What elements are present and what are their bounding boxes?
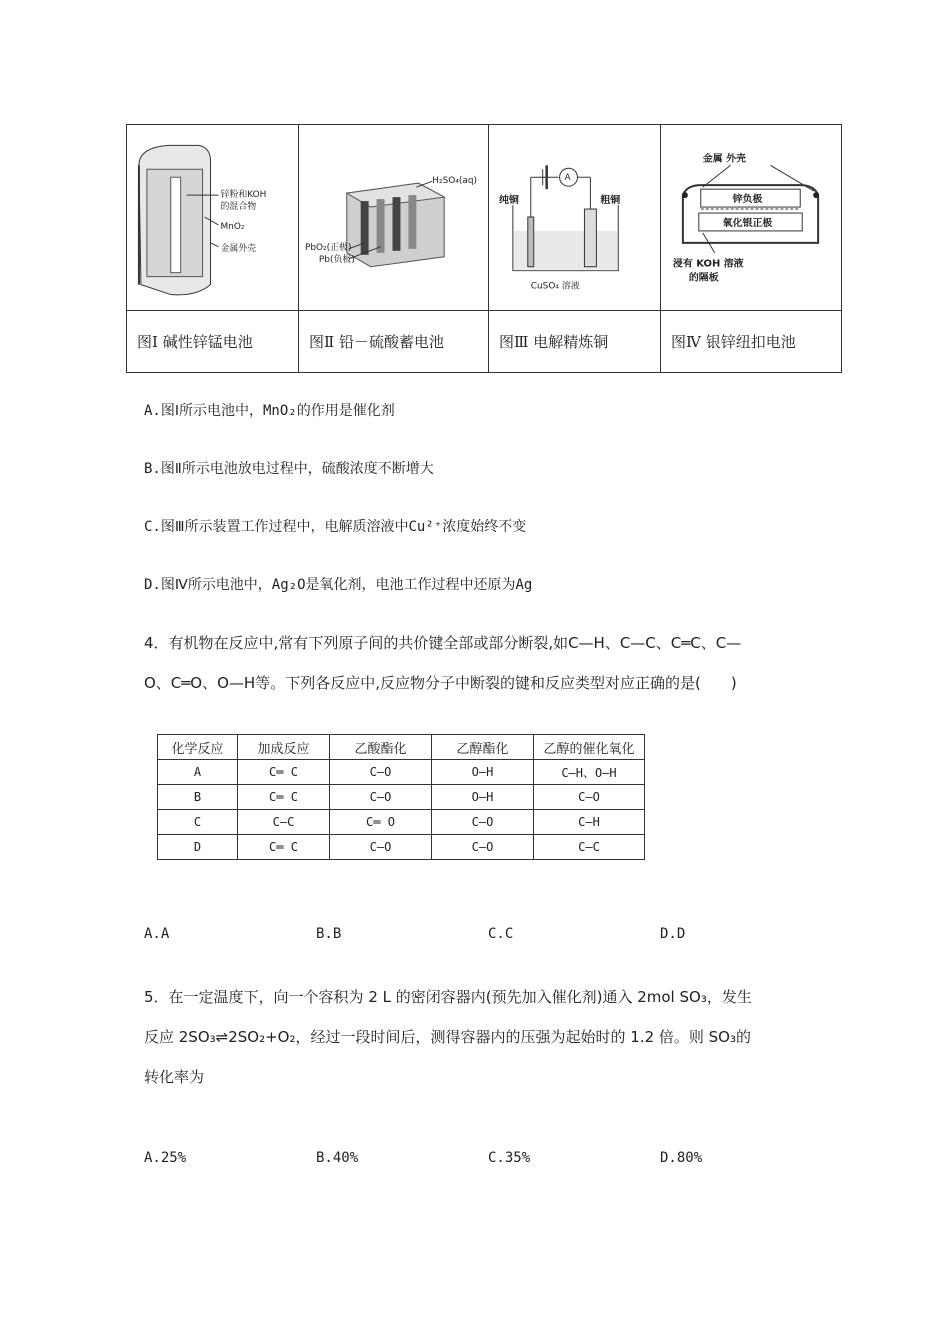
- q5-stem-line-3: 转化率为: [144, 1068, 205, 1086]
- fig4-label-4: 的隔板: [688, 272, 719, 284]
- table-cell: C—O: [330, 785, 432, 810]
- caption-fig-3: 图Ⅲ 电解精炼铜: [489, 311, 661, 373]
- fig1-label-2: MnO₂: [220, 221, 245, 232]
- fig2-label-1: PbO₂(正极): [304, 242, 352, 253]
- fig4-label-1: 锌负极: [732, 194, 763, 206]
- q4-choice-c: C.C: [488, 926, 514, 942]
- table-cell: C—C: [238, 810, 330, 835]
- table-row: [158, 835, 645, 860]
- table-cell: C—H: [534, 810, 645, 835]
- caption-fig-1: 图Ⅰ 碱性锌锰电池: [127, 311, 299, 373]
- silver-zinc-button-battery-diagram: [661, 125, 841, 310]
- alkaline-zinc-manganese-battery-diagram: [127, 125, 298, 310]
- q4-stem-line-1: 4．有机物在反应中,常有下列原子间的共价键全部或部分断裂,如C—H、C—C、C═C、C—: [144, 634, 742, 652]
- fig3-label-0: 纯铜: [498, 195, 519, 207]
- figure-1-cell: [127, 125, 299, 311]
- table-cell: B: [158, 785, 238, 810]
- table-cell: A: [158, 760, 238, 785]
- table-cell: C: [158, 810, 238, 835]
- table-cell: C—O: [432, 835, 534, 860]
- caption-fig-4: 图Ⅳ 银锌纽扣电池: [661, 311, 842, 373]
- table-header-row: [158, 735, 645, 760]
- q5-choice-d: D.80%: [660, 1150, 703, 1166]
- table-cell: C—C: [534, 835, 645, 860]
- table-cell: C—O: [330, 835, 432, 860]
- table-cell: O—H: [432, 760, 534, 785]
- copper-electrorefining-diagram: [489, 125, 660, 310]
- table-cell: O—H: [432, 785, 534, 810]
- q4-stem-line-2: O、C═O、O—H等。下列各反应中,反应物分子中断裂的键和反应类型对应正确的是( ): [144, 674, 737, 692]
- q5-choice-a: A.25%: [144, 1150, 187, 1166]
- fig4-label-0: 金属 外壳: [702, 153, 746, 165]
- table-header: 加成反应: [238, 735, 330, 760]
- caption-fig-2: 图Ⅱ 铅－硫酸蓄电池: [299, 311, 489, 373]
- figure-3-cell: [489, 125, 661, 311]
- fig3-label-2: CuSO₄ 溶液: [530, 281, 580, 292]
- q4-choice-b: B.B: [316, 926, 342, 942]
- q3-option-c: C.图Ⅲ所示装置工作过程中，电解质溶液中Cu²⁺浓度始终不变: [144, 519, 527, 535]
- lead-acid-battery-diagram: [299, 125, 488, 310]
- table-cell: C—O: [432, 810, 534, 835]
- table-cell: C═ C: [238, 835, 330, 860]
- fig2-label-2: Pb(负极): [318, 254, 355, 265]
- table-row: [158, 785, 645, 810]
- figure-4-cell: [661, 125, 842, 311]
- table-header: 乙醇酯化: [432, 735, 534, 760]
- table-cell: C—O: [330, 760, 432, 785]
- q5-stem-line-1: 5．在一定温度下，向一个容积为 2 L 的密闭容器内(预先加入催化剂)通入 2mol SO₃，发生: [144, 988, 752, 1006]
- table-header: 化学反应: [158, 735, 238, 760]
- table-cell: C—O: [534, 785, 645, 810]
- table-cell: D: [158, 835, 238, 860]
- table-cell: C═ C: [238, 760, 330, 785]
- table-cell: C—H、O—H: [534, 760, 645, 785]
- q5-choice-c: C.35%: [488, 1150, 531, 1166]
- q5-stem-line-2: 反应 2SO₃⇌2SO₂+O₂，经过一段时间后，测得容器内的压强为起始时的 1.2 倍。则 SO₃的: [144, 1028, 751, 1046]
- table-header: 乙醇的催化氧化: [534, 735, 645, 760]
- fig1-label-0: 锌粉和KOH: [220, 190, 267, 201]
- table-row: [158, 810, 645, 835]
- q4-bond-table: [157, 734, 645, 860]
- fig3-label-1: 粗铜: [600, 195, 621, 207]
- fig4-label-3: 浸有 KOH 溶液: [672, 258, 744, 270]
- table-header: 乙酸酯化: [330, 735, 432, 760]
- fig1-label-1: 的混合物: [220, 202, 257, 213]
- table-row: [158, 760, 645, 785]
- q3-option-b: B.图Ⅱ所示电池放电过程中，硫酸浓度不断增大: [144, 461, 434, 477]
- table-cell: C═ C: [238, 785, 330, 810]
- figure-2-cell: [299, 125, 489, 311]
- fig4-label-2: 氧化银正极: [722, 217, 773, 229]
- q4-choice-a: A.A: [144, 926, 170, 942]
- q3-option-d: D.图Ⅳ所示电池中，Ag₂O是氧化剂，电池工作过程中还原为Ag: [144, 577, 533, 593]
- fig1-label-3: 金属外壳: [220, 243, 257, 254]
- figure-table: [126, 124, 842, 373]
- fig2-label-0: H₂SO₄(aq): [432, 176, 478, 187]
- q5-choice-b: B.40%: [316, 1150, 359, 1166]
- q3-option-a: A.图Ⅰ所示电池中，MnO₂的作用是催化剂: [144, 403, 395, 419]
- q4-choice-d: D.D: [660, 926, 686, 942]
- ammeter-label: A: [564, 173, 571, 184]
- table-cell: C═ O: [330, 810, 432, 835]
